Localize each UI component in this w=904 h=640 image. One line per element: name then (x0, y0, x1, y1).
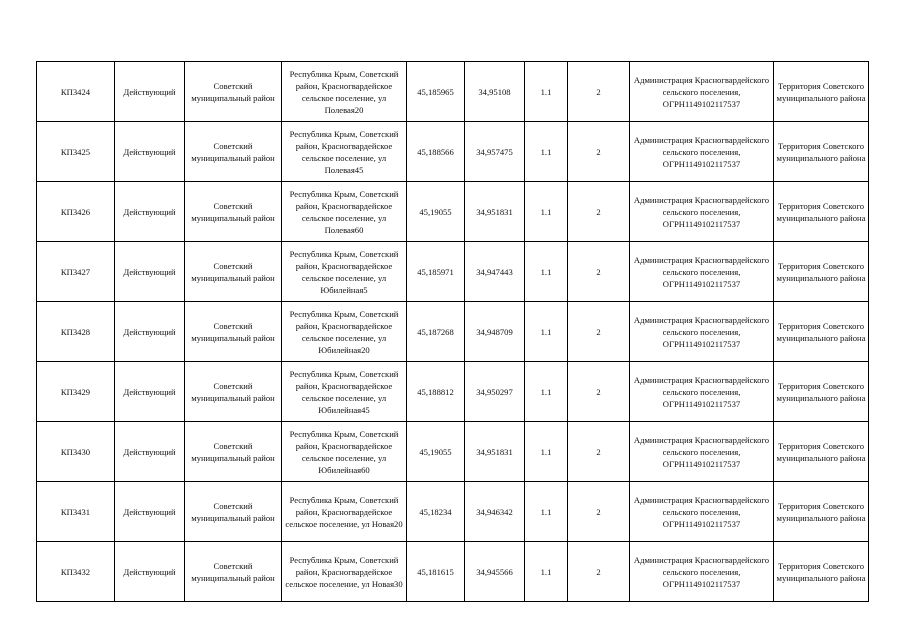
cell-longitude: 34,951831 (465, 422, 525, 482)
cell-count: 2 (568, 182, 630, 242)
table-row (37, 422, 869, 482)
cell-count: 2 (568, 362, 630, 422)
registry-body (37, 62, 869, 602)
cell-id: КП3428 (37, 302, 115, 362)
cell-longitude: 34,957475 (465, 122, 525, 182)
cell-id: КП3431 (37, 482, 115, 542)
cell-count: 2 (568, 422, 630, 482)
cell-status: Действующий (115, 62, 185, 122)
cell-address: Республика Крым, Советский район, Красногвардейское сельское поселение, ул Юбилейная5 (282, 242, 407, 302)
cell-longitude: 34,950297 (465, 362, 525, 422)
cell-district: Советский муниципальный район (185, 122, 282, 182)
cell-address: Республика Крым, Советский район, Красногвардейское сельское поселение, ул Полевая60 (282, 182, 407, 242)
cell-longitude: 34,946342 (465, 482, 525, 542)
cell-count: 2 (568, 482, 630, 542)
cell-longitude: 34,95108 (465, 62, 525, 122)
cell-territory: Территория Советского муниципального района (774, 242, 869, 302)
cell-latitude: 45,18234 (407, 482, 465, 542)
cell-code: 1.1 (525, 542, 568, 602)
cell-owner: Администрация Красногвардейского сельского поселения, ОГРН1149102117537 (630, 542, 774, 602)
cell-district: Советский муниципальный район (185, 362, 282, 422)
cell-id: КП3424 (37, 62, 115, 122)
cell-latitude: 45,19055 (407, 182, 465, 242)
cell-latitude: 45,185971 (407, 242, 465, 302)
cell-latitude: 45,188566 (407, 122, 465, 182)
cell-owner: Администрация Красногвардейского сельского поселения, ОГРН1149102117537 (630, 362, 774, 422)
table-row (37, 482, 869, 542)
cell-owner: Администрация Красногвардейского сельского поселения, ОГРН1149102117537 (630, 182, 774, 242)
cell-district: Советский муниципальный район (185, 62, 282, 122)
cell-district: Советский муниципальный район (185, 542, 282, 602)
cell-count: 2 (568, 542, 630, 602)
cell-district: Советский муниципальный район (185, 182, 282, 242)
cell-status: Действующий (115, 542, 185, 602)
cell-owner: Администрация Красногвардейского сельского поселения, ОГРН1149102117537 (630, 422, 774, 482)
cell-latitude: 45,19055 (407, 422, 465, 482)
cell-id: КП3429 (37, 362, 115, 422)
registry-table (36, 61, 869, 602)
cell-code: 1.1 (525, 122, 568, 182)
cell-territory: Территория Советского муниципального района (774, 122, 869, 182)
cell-territory: Территория Советского муниципального района (774, 62, 869, 122)
cell-address: Республика Крым, Советский район, Красногвардейское сельское поселение, ул Юбилейная60 (282, 422, 407, 482)
cell-count: 2 (568, 302, 630, 362)
table-row (37, 122, 869, 182)
cell-longitude: 34,951831 (465, 182, 525, 242)
cell-count: 2 (568, 62, 630, 122)
cell-territory: Территория Советского муниципального района (774, 542, 869, 602)
cell-id: КП3425 (37, 122, 115, 182)
cell-count: 2 (568, 122, 630, 182)
cell-latitude: 45,181615 (407, 542, 465, 602)
cell-status: Действующий (115, 422, 185, 482)
cell-id: КП3427 (37, 242, 115, 302)
cell-district: Советский муниципальный район (185, 422, 282, 482)
cell-owner: Администрация Красногвардейского сельского поселения, ОГРН1149102117537 (630, 62, 774, 122)
cell-status: Действующий (115, 122, 185, 182)
cell-territory: Территория Советского муниципального района (774, 182, 869, 242)
cell-count: 2 (568, 242, 630, 302)
cell-status: Действующий (115, 362, 185, 422)
cell-district: Советский муниципальный район (185, 242, 282, 302)
table-row (37, 362, 869, 422)
cell-address: Республика Крым, Советский район, Красногвардейское сельское поселение, ул Юбилейная45 (282, 362, 407, 422)
cell-code: 1.1 (525, 62, 568, 122)
cell-code: 1.1 (525, 302, 568, 362)
table-row (37, 62, 869, 122)
cell-id: КП3426 (37, 182, 115, 242)
cell-address: Республика Крым, Советский район, Красногвардейское сельское поселение, ул Новая30 (282, 542, 407, 602)
cell-longitude: 34,945566 (465, 542, 525, 602)
cell-district: Советский муниципальный район (185, 482, 282, 542)
cell-code: 1.1 (525, 482, 568, 542)
cell-owner: Администрация Красногвардейского сельского поселения, ОГРН1149102117537 (630, 302, 774, 362)
cell-code: 1.1 (525, 242, 568, 302)
cell-id: КП3430 (37, 422, 115, 482)
table-row (37, 542, 869, 602)
cell-territory: Территория Советского муниципального района (774, 482, 869, 542)
cell-latitude: 45,188812 (407, 362, 465, 422)
cell-owner: Администрация Красногвардейского сельского поселения, ОГРН1149102117537 (630, 482, 774, 542)
cell-status: Действующий (115, 302, 185, 362)
cell-latitude: 45,187268 (407, 302, 465, 362)
cell-address: Республика Крым, Советский район, Красногвардейское сельское поселение, ул Юбилейная20 (282, 302, 407, 362)
cell-address: Республика Крым, Советский район, Красногвардейское сельское поселение, ул Полевая20 (282, 62, 407, 122)
cell-code: 1.1 (525, 422, 568, 482)
table-row (37, 182, 869, 242)
cell-territory: Территория Советского муниципального района (774, 302, 869, 362)
cell-code: 1.1 (525, 362, 568, 422)
cell-owner: Администрация Красногвардейского сельского поселения, ОГРН1149102117537 (630, 122, 774, 182)
cell-address: Республика Крым, Советский район, Красногвардейское сельское поселение, ул Новая20 (282, 482, 407, 542)
table-row (37, 242, 869, 302)
table-row (37, 302, 869, 362)
cell-status: Действующий (115, 482, 185, 542)
cell-longitude: 34,947443 (465, 242, 525, 302)
cell-address: Республика Крым, Советский район, Красногвардейское сельское поселение, ул Полевая45 (282, 122, 407, 182)
cell-district: Советский муниципальный район (185, 302, 282, 362)
cell-id: КП3432 (37, 542, 115, 602)
cell-status: Действующий (115, 182, 185, 242)
cell-territory: Территория Советского муниципального района (774, 362, 869, 422)
cell-status: Действующий (115, 242, 185, 302)
cell-code: 1.1 (525, 182, 568, 242)
cell-territory: Территория Советского муниципального района (774, 422, 869, 482)
cell-latitude: 45,185965 (407, 62, 465, 122)
cell-owner: Администрация Красногвардейского сельского поселения, ОГРН1149102117537 (630, 242, 774, 302)
cell-longitude: 34,948709 (465, 302, 525, 362)
